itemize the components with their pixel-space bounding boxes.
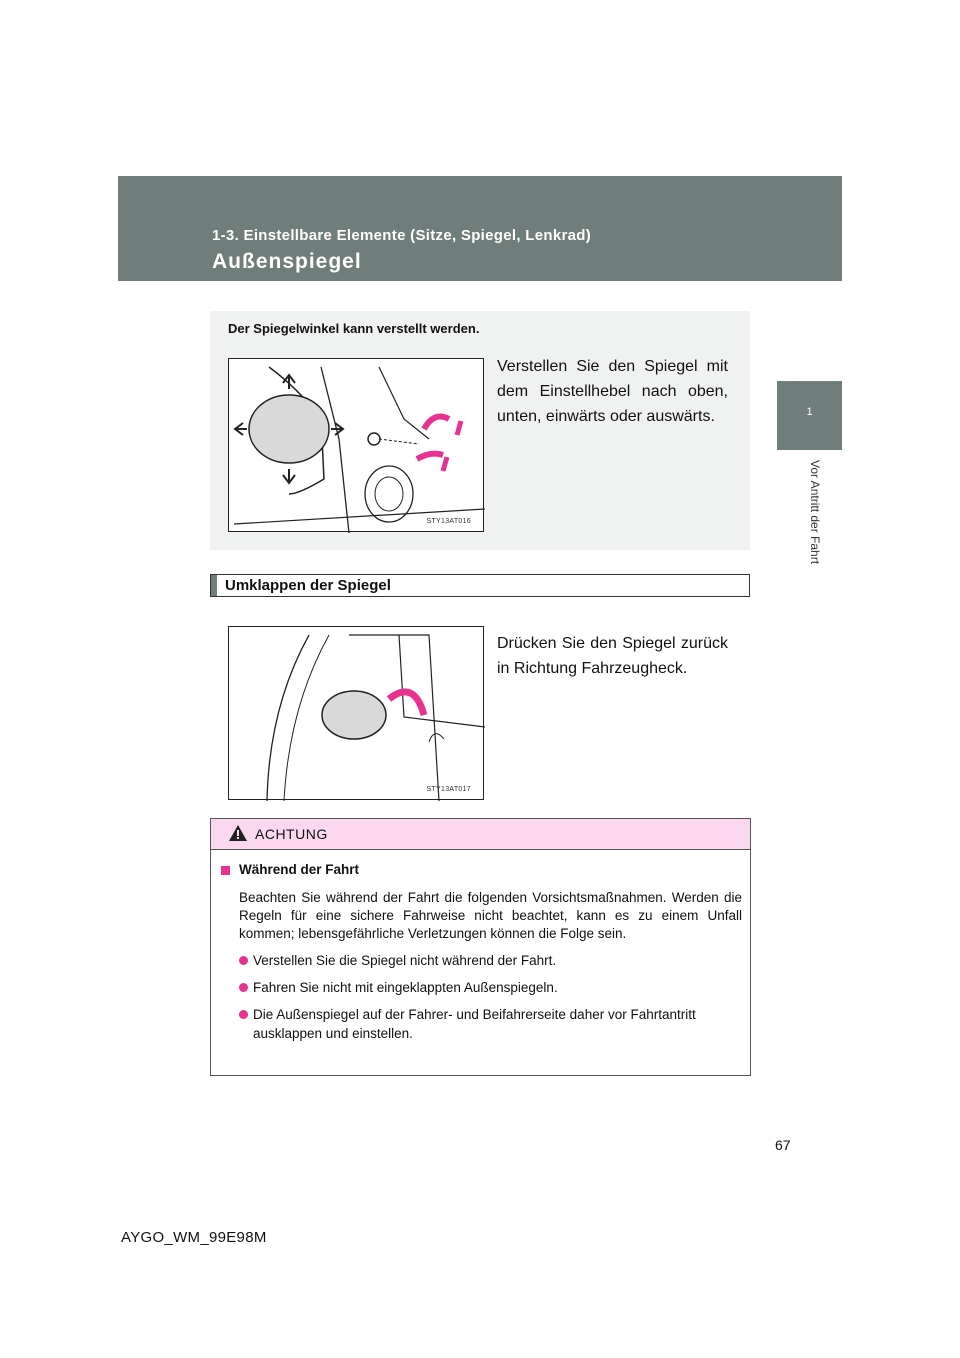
mirror-fold-drawing: [229, 627, 485, 801]
chapter-number: 1: [806, 406, 813, 418]
page-number: 67: [775, 1137, 791, 1153]
intro-lead: Der Spiegelwinkel kann verstellt werden.: [228, 321, 480, 336]
subheading: [210, 574, 750, 597]
subheading-bar: [211, 575, 217, 596]
warning-bullet: [239, 951, 742, 970]
figure-code: STY13AT016: [426, 518, 471, 525]
warning-bullet: [239, 978, 742, 997]
warning-bullet: [239, 1005, 742, 1043]
square-bullet-icon: [221, 866, 230, 875]
warning-bullet-text: Die Außenspiegel auf der Fahrer- und Beifahrerseite daher vor Fahrtantritt ausklappen und einstellen.: [253, 1007, 696, 1041]
document-code: AYGO_WM_99E98M: [121, 1229, 267, 1246]
warning-paragraph: Beachten Sie während der Fahrt die folgenden Vorsichtsmaßnahmen. Werden die Regeln für eine sichere Fahrweise nicht beachtet, kann es zu einem Unfall kommen; lebensgefährliche Verletzungen können die Folge sein.: [239, 890, 742, 941]
figure-code: STY13AT017: [426, 786, 471, 793]
intro-text: Verstellen Sie den Spiegel mit dem Einstellhebel nach oben, unten, einwärts oder auswärts.: [497, 358, 728, 425]
section-title: 1-3. Einstellbare Elemente (Sitze, Spiegel, Lenkrad): [212, 227, 592, 244]
chapter-tab: [777, 381, 842, 450]
folding-text: Drücken Sie den Spiegel zurück in Richtung Fahrzeugheck.: [497, 635, 728, 677]
warning-icon: [229, 825, 247, 841]
circle-bullet-icon: [239, 1010, 248, 1019]
circle-bullet-icon: [239, 956, 248, 965]
circle-bullet-icon: [239, 983, 248, 992]
warning-header: [211, 819, 750, 850]
chapter-label: Vor Antritt der Fahrt: [808, 460, 822, 565]
warning-box: [210, 818, 751, 1076]
warning-label: ACHTUNG: [255, 826, 328, 842]
warning-subheading-text: Während der Fahrt: [239, 862, 360, 877]
chapter-header: [118, 176, 842, 281]
warning-subheading: [221, 862, 742, 880]
warning-bullet-text: Fahren Sie nicht mit eingeklappten Außenspiegeln.: [253, 980, 558, 995]
mirror-fold-illustration: [228, 626, 484, 800]
subheading-label: Umklappen der Spiegel: [225, 577, 391, 594]
page-title: Außenspiegel: [212, 250, 362, 273]
mirror-adjust-illustration: [228, 358, 484, 532]
warning-bullet-text: Verstellen Sie die Spiegel nicht während der Fahrt.: [253, 953, 557, 968]
mirror-adjust-drawing: [229, 359, 485, 533]
warning-body: [221, 862, 742, 1043]
